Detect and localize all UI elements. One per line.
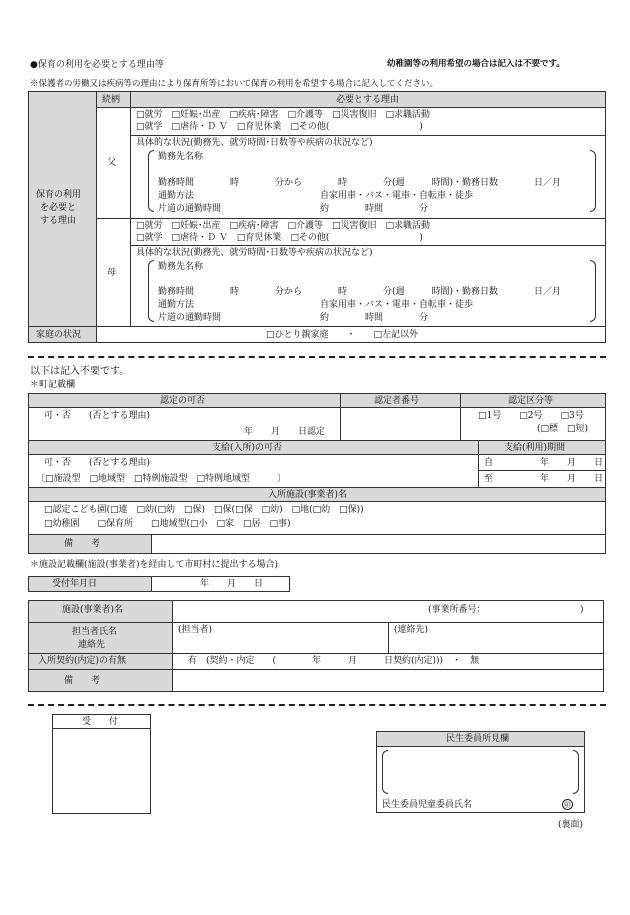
welfare-name-label: 民生委員児童委員氏名 (382, 800, 473, 810)
receipt-label: 受 付 (82, 717, 119, 727)
father-reason-checkboxes-2[interactable]: □就学 □虐待・Ｄ Ｖ □育児休業 □その他( ) (136, 122, 423, 132)
facility-name-label: 施設(事業者)名 (62, 605, 124, 615)
period-to-date[interactable]: 年 月 日 (540, 474, 604, 484)
father-commute-time[interactable]: 片道の通勤時間 約 時間 分 (158, 204, 429, 214)
town-note: ＊町記載欄 (30, 380, 76, 390)
approver-number-header: 認定者番号 (374, 396, 420, 406)
father-hours[interactable]: 勤務時間 時 分から 時 分(週 時間)・勤務日数 日／月 (158, 178, 562, 188)
section-heading: ●保育の利用を必要とする理由等 (30, 60, 164, 70)
contract-value[interactable]: 有 (契約・内定 ( 年 月 日契約(内定))) ・ 無 (188, 656, 480, 666)
office-number[interactable]: (事業所番号： ) (428, 605, 584, 615)
approval-date[interactable]: 年 月 日認定 (244, 427, 326, 437)
column-reason: 必要とする理由 (336, 95, 400, 105)
mother-commute-time[interactable]: 片道の通勤時間 約 時間 分 (158, 313, 429, 323)
submission-note: ＊施設記載欄(施設(事業者)を経由して市町村に提出する場合) (30, 560, 279, 570)
receipt-box (52, 714, 151, 814)
benefit-line[interactable]: 可・否 (否とする理由) (44, 458, 151, 468)
mother-status-title: 具体的な状況(勤務先、就労時間･日数等や疾病の状況など) (136, 248, 373, 258)
period-from-date[interactable]: 年 月 日 (540, 458, 604, 468)
office-use-title: 以下は記入不要です。 (30, 366, 130, 377)
side-label-line1: 保育の利用 (36, 190, 82, 200)
father-status-title: 具体的な状況(勤務先、就労時間･日数等や疾病の状況など) (136, 138, 373, 148)
father-reason-checkboxes-1[interactable]: □就労 □妊娠･出産 □疾病･障害 □介護等 □災害復旧 □求職活動 (136, 110, 431, 120)
submission-remarks-label: 備 考 (64, 676, 101, 686)
person-field[interactable]: (担当者) (178, 625, 213, 635)
period-to: 至 (484, 474, 494, 484)
person-label-1: 担当者氏名 (72, 627, 118, 637)
cut-line-2 (28, 704, 606, 706)
approval-header: 認定の可否 (160, 396, 206, 406)
side-label-line3: する理由 (40, 216, 77, 226)
instruction-text: ※保護者の労働又は疾病等の理由により保育所等において保育の利用を希望する場合に記入してください。 (30, 79, 439, 89)
benefit-header: 支給(入所)の可否 (212, 443, 283, 453)
family-status-options[interactable]: □ひとり親家庭 ・ □左記以外 (266, 330, 419, 340)
kindergarten-note: 幼稚園等の利用希望の場合は記入は不要です。 (387, 59, 565, 69)
category-options[interactable]: □1号 □2号 □3号 (478, 411, 584, 421)
received-date-value[interactable]: 年 月 日 (200, 579, 264, 589)
facility-options-1[interactable]: □認定こども園(□連 □幼(□幼 □保) □保(□保 □幼) □地(□幼 □保)) (44, 505, 364, 515)
relation-mother: 母 (107, 268, 117, 278)
mother-reason-checkboxes-1[interactable]: □就労 □妊娠･出産 □疾病･障害 □介護等 □災害復旧 □求職活動 (136, 221, 431, 231)
facility-options-2[interactable]: □幼稚園 □保育所 □地域型(□小 □家 □居 □事) (44, 519, 291, 529)
seal-icon: ㊞ (564, 801, 571, 809)
column-relation: 続柄 (102, 95, 121, 105)
page-side-label: (裏面) (558, 820, 584, 830)
father-employer[interactable]: 勤務先名称 (158, 152, 204, 162)
mother-commute-method[interactable]: 通勤方法 自家用車・バス・電車・自転車・徒歩 (158, 300, 474, 310)
side-label-line2: を必要と (40, 203, 77, 213)
father-commute-method[interactable]: 通勤方法 自家用車・バス・電車・自転車・徒歩 (158, 191, 474, 201)
facility-header: 入所施設(事業者)名 (268, 490, 348, 500)
office-remarks-label: 備 考 (64, 539, 101, 549)
received-date-label: 受付年月日 (52, 579, 98, 589)
contract-label: 入所契約(内定)の有無 (38, 656, 127, 666)
family-status-label: 家庭の状況 (36, 330, 82, 340)
period-header: 支給(利用)期間 (504, 443, 566, 453)
mother-employer[interactable]: 勤務先名称 (158, 262, 204, 272)
cut-line (28, 356, 606, 358)
welfare-title: 民生委員所見欄 (446, 734, 510, 744)
contact-field[interactable]: (連絡先) (394, 625, 429, 635)
facility-type-options[interactable]: 〔□施設型 □地域型 □特例施設型 □特例地域型 〕 (36, 474, 287, 484)
person-label-2: 連絡先 (78, 640, 106, 650)
relation-father: 父 (107, 158, 117, 168)
mother-hours[interactable]: 勤務時間 時 分から 時 分(週 時間)・勤務日数 日／月 (158, 287, 562, 297)
approval-line[interactable]: 可・否 (否とする理由) (44, 411, 151, 421)
mother-reason-checkboxes-2[interactable]: □就学 □虐待・Ｄ Ｖ □育児休業 □その他( ) (136, 233, 423, 243)
category-header: 認定区分等 (508, 396, 554, 406)
period-from: 自 (484, 458, 494, 468)
category-sub[interactable]: (□標 □短) (537, 424, 589, 434)
